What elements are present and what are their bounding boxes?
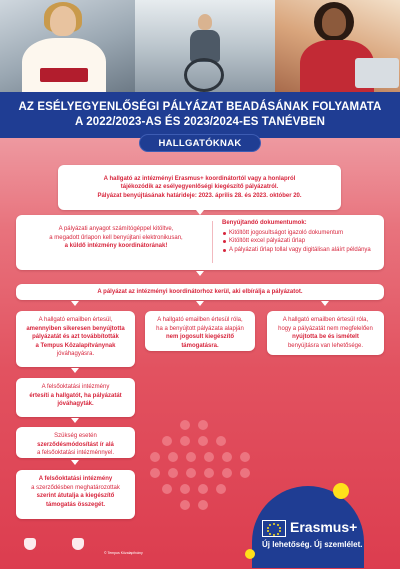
step-submission-box	[16, 215, 384, 270]
arrow-down-icon	[71, 301, 79, 306]
arrow-down-icon	[196, 301, 204, 306]
erasmus-name: Erasmus+	[290, 519, 358, 535]
arrow-down-icon	[196, 271, 204, 276]
arrow-down-icon	[321, 301, 329, 306]
arrow-down-icon	[71, 418, 79, 423]
required-documents	[222, 219, 382, 254]
outcome-forwarded-box: A hallgató emailben értesül, amennyiben sikeresen benyújtotta pályázatát és azt továbbították a Tempus Közalapítványnak jóváhagyásra.	[16, 311, 135, 367]
step-contract-box: Szükség esetén szerződésmódosítást ír alá a felsőoktatási intézménnyel.	[16, 427, 135, 458]
erasmus-tagline: Új lehetőség. Új szemlélet.	[262, 540, 363, 549]
title-band	[0, 92, 400, 138]
document-item: A pályázati űrlap tollal vagy digitálisan aláírt példánya	[222, 246, 382, 255]
crest-icon	[72, 538, 84, 550]
header-photos	[0, 0, 400, 92]
outcome-resubmit-box: A hallgató emailben értesül róla, hogy a pályázatát nem megfelelően nyújtotta be és ismételt benyújtásra van lehetősége.	[267, 311, 384, 355]
submission-instructions: A pályázati anyagot számítógéppel kitöltve, a megadott űrlapon kell benyújtani elektronikusan, a küldő intézmény koordinátorának!	[49, 226, 183, 250]
government-logo	[62, 538, 96, 556]
step-approval-box: A felsőoktatási intézmény értesíti a hallgatót, ha pályázatát jóváhagyták.	[16, 378, 135, 417]
step-transfer-box: A felsőoktatási intézmény a szerződésben meghatározottak szerint átutalja a kiegészítő támogatás összegét.	[16, 470, 135, 519]
photo-student-with-book	[0, 0, 135, 92]
arrow-down-icon	[71, 460, 79, 465]
deadline-text: Pályázat benyújtásának határideje: 2023. április 28. és 2023. október 20.	[97, 192, 302, 199]
step1-line-2: tájékozódik az esélyegyenlőségi kiegészítő pályázatról.	[120, 184, 279, 191]
page-title-line-2: A 2022/2023-AS ÉS 2023/2024-ES TANÉVBEN	[75, 116, 325, 128]
decorative-circle	[245, 549, 255, 559]
ministry-logo	[14, 538, 54, 556]
step-evaluation-box: A pályázat az intézményi koordinátorhoz kerül, aki elbírálja a pályázatot.	[16, 284, 384, 300]
documents-heading: Benyújtandó dokumentumok:	[222, 220, 307, 226]
step-information-box	[58, 165, 341, 210]
crest-icon	[24, 538, 36, 550]
document-item: Kitöltött jogosultságot igazoló dokumentum	[222, 229, 382, 238]
decorative-dots	[150, 420, 260, 520]
tempus-logo	[104, 538, 164, 556]
arrow-down-icon	[71, 368, 79, 373]
decorative-circle	[333, 483, 349, 499]
step1-line-1: A hallgató az intézményi Erasmus+ koordinátortól vagy a honlapról	[103, 175, 296, 182]
eu-flag-icon	[262, 520, 286, 537]
page-title-line-1: AZ ESÉLYEGYENLŐSÉGI PÁLYÁZAT BEADÁSÁNAK FOLYAMATA	[18, 101, 382, 113]
outcome-not-eligible-box: A hallgató emailben értesül róla, ha a benyújtott pályázata alapján nem jogosult kiegészítő támogatásra.	[145, 311, 255, 351]
tempus-credit: © Tempus Közalapítvány	[104, 551, 143, 555]
audience-badge: HALLGATÓKNAK	[139, 134, 261, 152]
document-item: Kitöltött excel pályázati űrlap	[222, 237, 382, 246]
divider	[212, 221, 213, 263]
